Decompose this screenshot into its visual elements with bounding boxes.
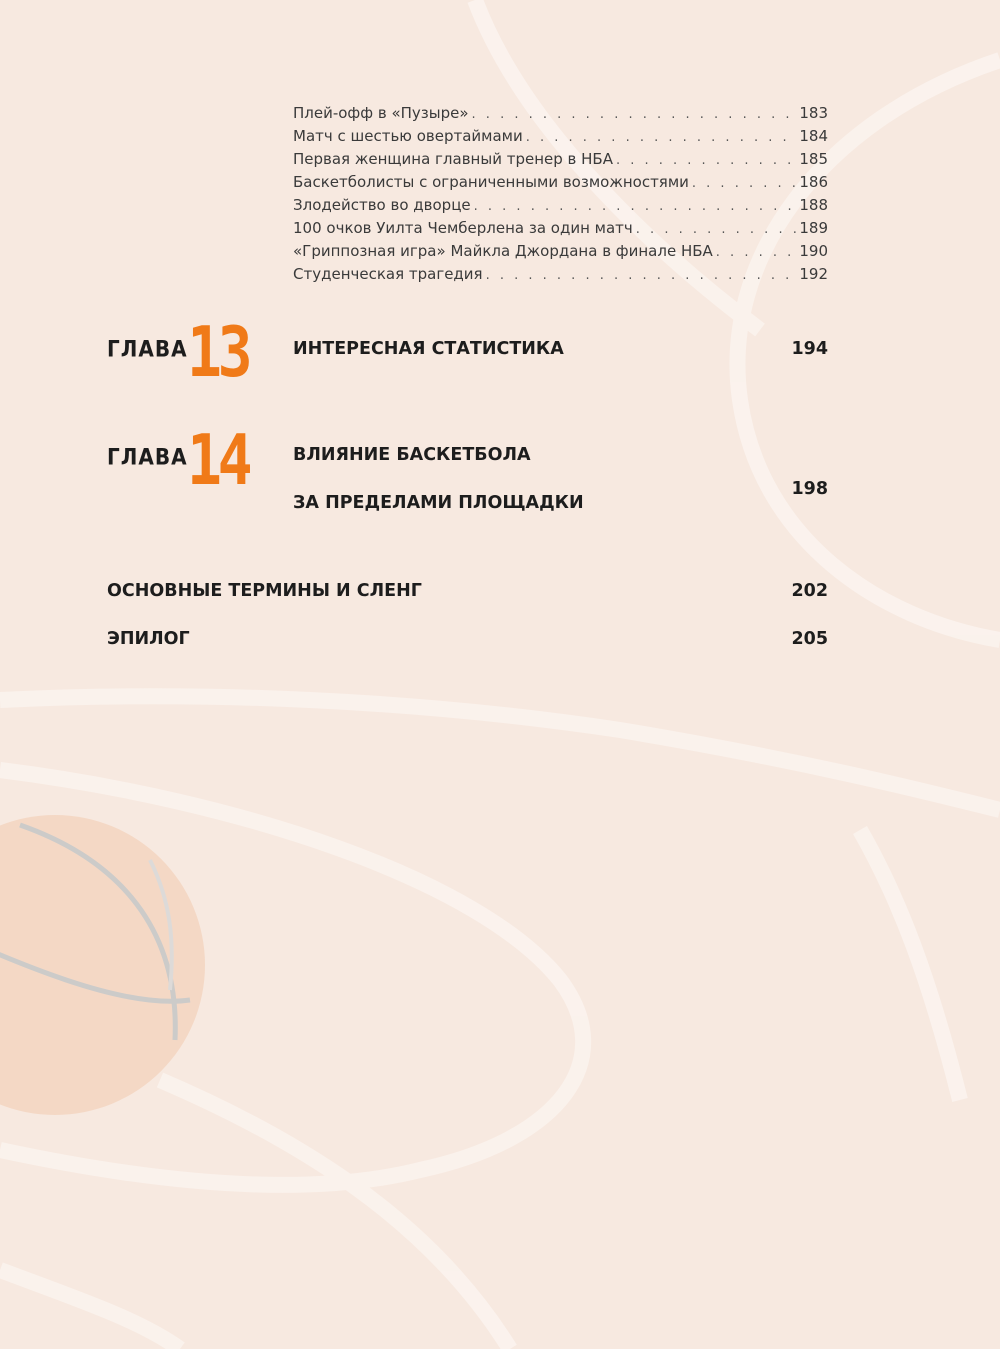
- chapter-title: ИНТЕРЕСНАЯ СТАТИСТИКА: [293, 339, 564, 359]
- chapter-title-line-2: ЗА ПРЕДЕЛАМИ ПЛОЩАДКИ: [293, 493, 584, 513]
- toc-title: Студенческая трагедия: [293, 265, 483, 283]
- toc-row[interactable]: [293, 242, 828, 265]
- entry-page: 205: [791, 629, 828, 649]
- chapter-14[interactable]: [107, 419, 828, 524]
- toc-title: Плей-офф в «Пузыре»: [293, 104, 469, 122]
- chapter-label: ГЛАВА: [107, 335, 188, 362]
- toc-page: 188: [799, 196, 828, 214]
- toc-title: «Гриппозная игра» Майкла Джордана в финале НБА: [293, 242, 713, 260]
- toc-page: 190: [799, 242, 828, 260]
- toc-row[interactable]: [293, 150, 828, 173]
- entry-title: ОСНОВНЫЕ ТЕРМИНЫ И СЛЕНГ: [107, 581, 422, 601]
- dot-leader: [472, 107, 797, 122]
- entry-page: 202: [791, 581, 828, 601]
- entry-title: ЭПИЛОГ: [107, 629, 190, 649]
- dot-leader: [692, 176, 796, 191]
- chapter-title-line-1: ВЛИЯНИЕ БАСКЕТБОЛА: [293, 445, 531, 465]
- chapter-label: ГЛАВА: [107, 443, 188, 470]
- chapter-number: 13: [187, 311, 249, 393]
- dot-leader: [636, 222, 797, 237]
- toc-title: Баскетболисты с ограниченными возможностями: [293, 173, 689, 191]
- toc-page: 192: [799, 265, 828, 283]
- toc-page: 183: [799, 104, 828, 122]
- toc-entry-epilogue[interactable]: [107, 629, 828, 649]
- chapter-number: 14: [187, 419, 249, 501]
- chapter-13[interactable]: [107, 311, 828, 393]
- dot-leader: [486, 268, 797, 283]
- toc-row[interactable]: [293, 219, 828, 242]
- dot-leader: [716, 245, 797, 260]
- toc-entry-glossary[interactable]: [107, 581, 828, 601]
- toc-page: 189: [799, 219, 828, 237]
- toc-row[interactable]: [293, 127, 828, 150]
- subsection-list: [293, 104, 828, 288]
- toc-row[interactable]: [293, 265, 828, 288]
- toc-row[interactable]: [293, 173, 828, 196]
- toc-title: 100 очков Уилта Чемберлена за один матч: [293, 219, 633, 237]
- toc-page: 185: [799, 150, 828, 168]
- dot-leader: [616, 153, 796, 168]
- toc-title: Матч с шестью овертаймами: [293, 127, 523, 145]
- toc-page: 186: [799, 173, 828, 191]
- dot-leader: [526, 130, 797, 145]
- chapter-page: 198: [791, 479, 828, 499]
- dot-leader: [474, 199, 797, 214]
- toc-title: Злодейство во дворце: [293, 196, 471, 214]
- toc-row[interactable]: [293, 104, 828, 127]
- chapter-page: 194: [791, 339, 828, 359]
- toc-page: 184: [799, 127, 828, 145]
- toc-row[interactable]: [293, 196, 828, 219]
- toc-title: Первая женщина главный тренер в НБА: [293, 150, 613, 168]
